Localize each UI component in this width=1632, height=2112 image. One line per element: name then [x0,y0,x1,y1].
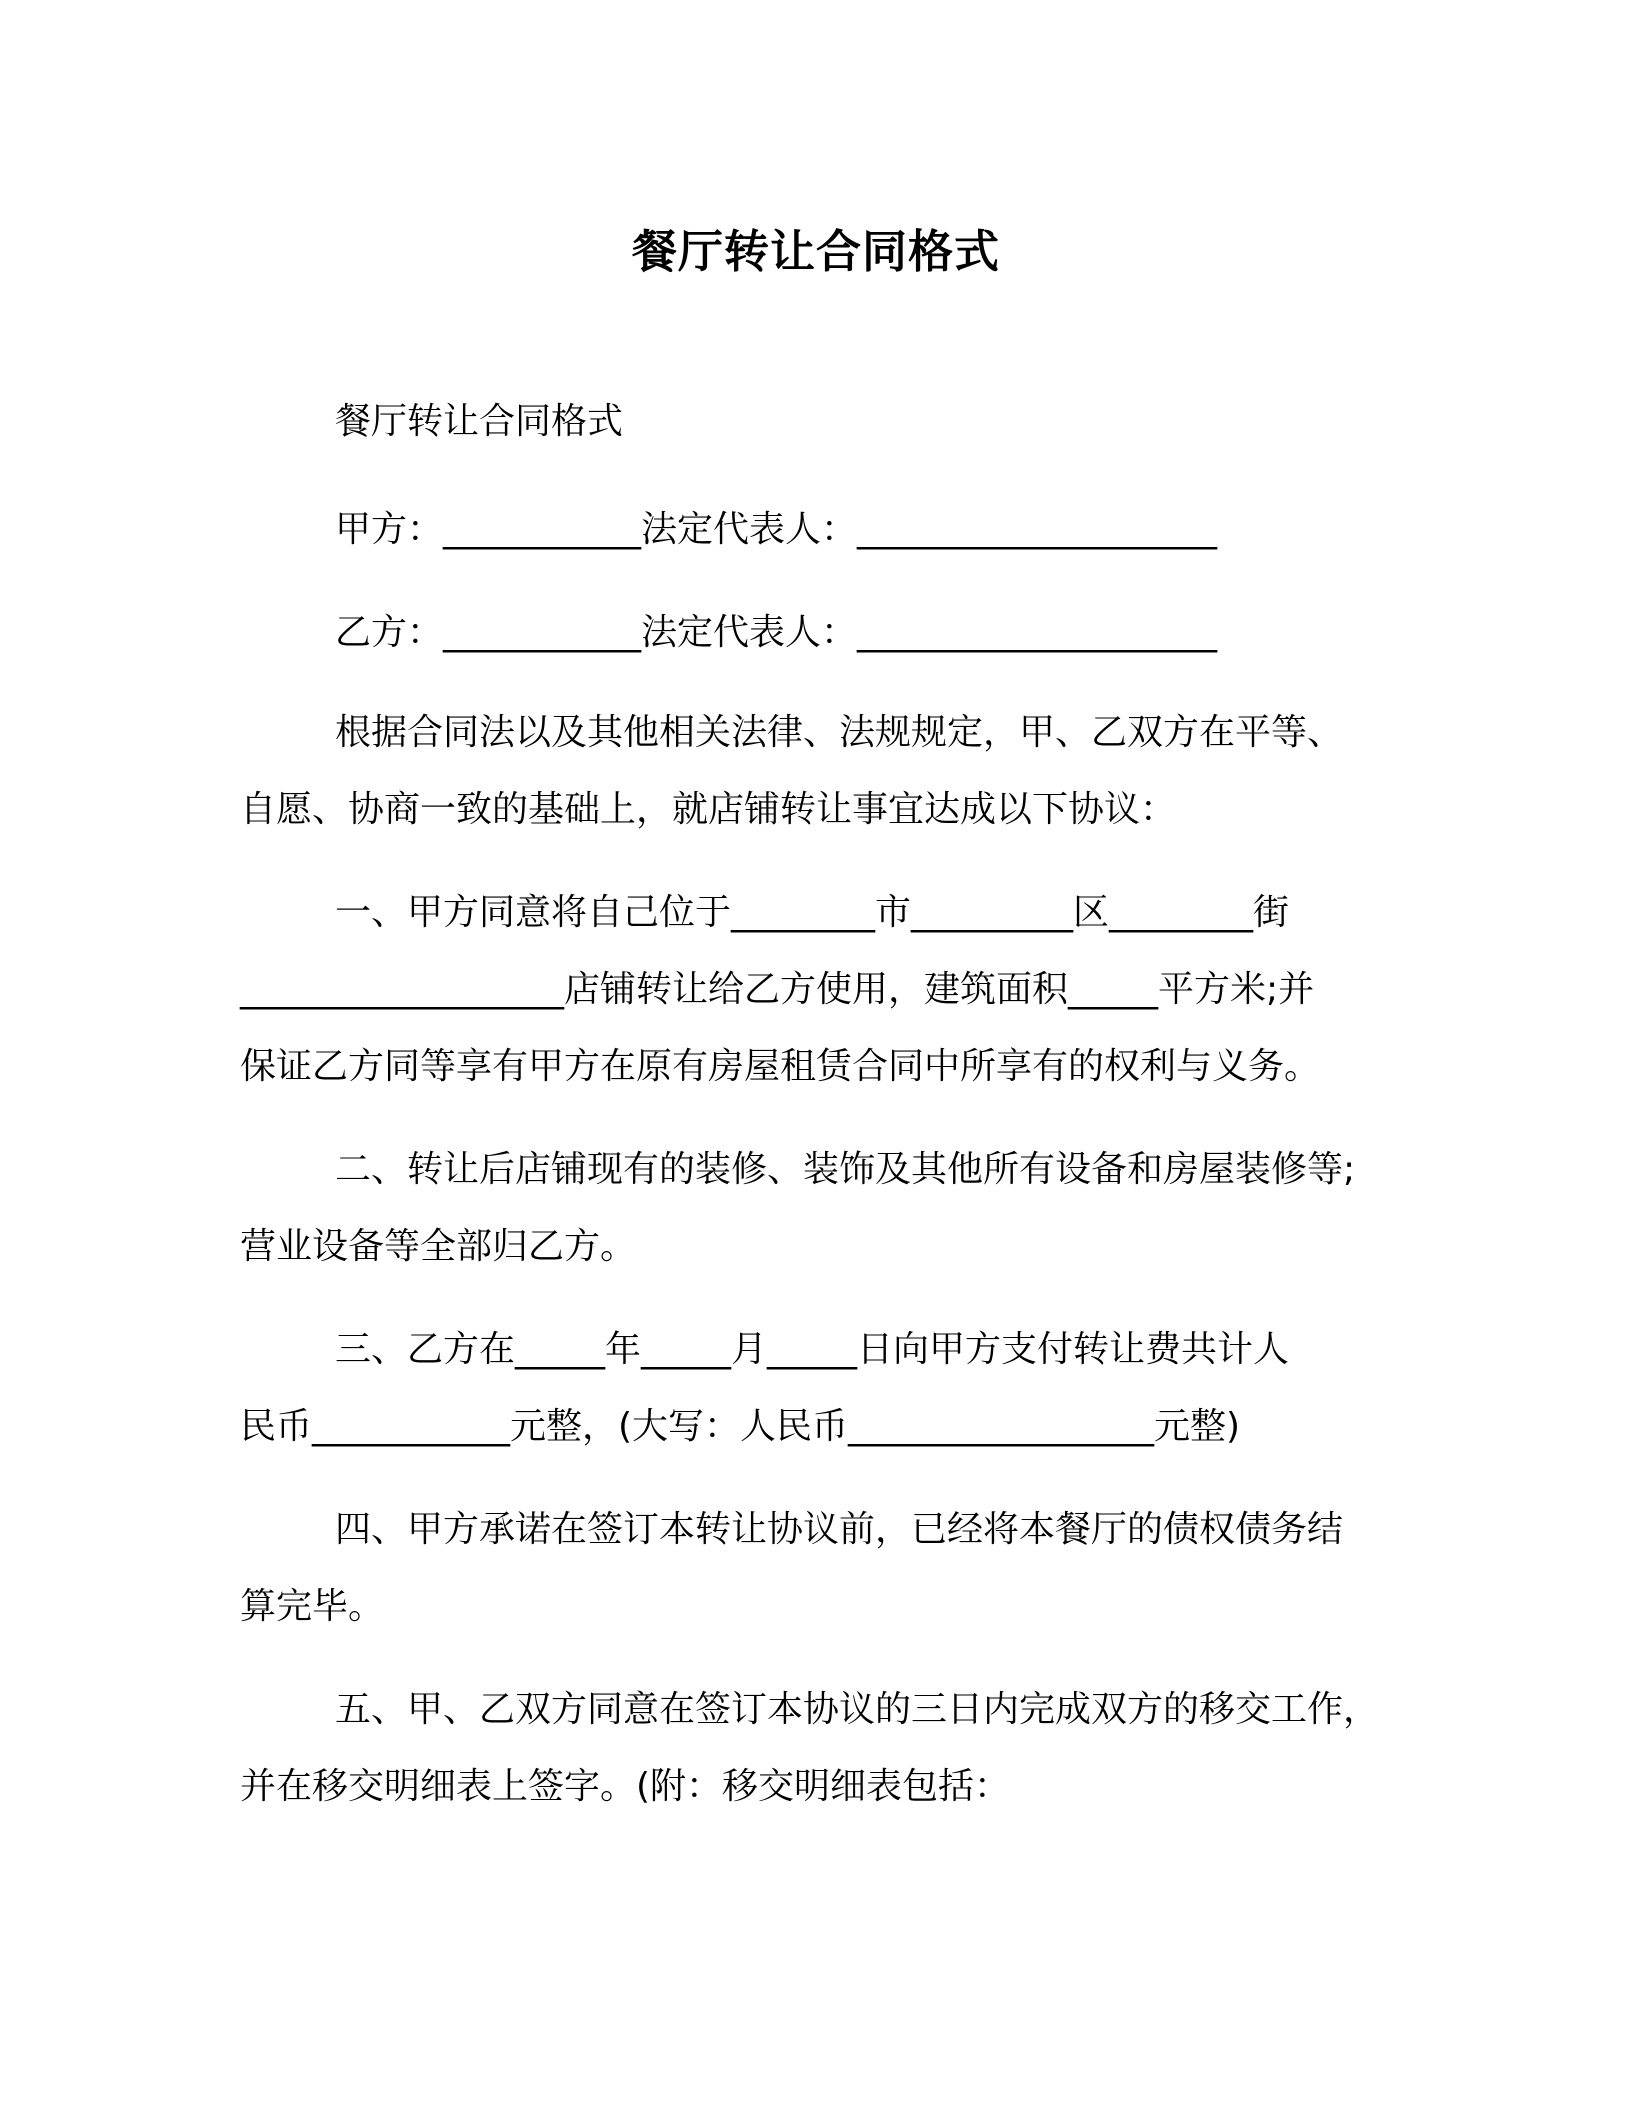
clause-5-line-2: 并在移交明细表上签字。(附：移交明细表包括： [240,1766,1011,1807]
clause-2-line-2: 营业设备等全部归乙方。 [240,1226,637,1267]
clause-5-line-1: 五、甲、乙双方同意在签订本协议的三日内完成双方的移交工作， [335,1689,1380,1730]
clause-2-line-1: 二、转让后店铺现有的装修、装饰及其他所有设备和房屋装修等; [335,1149,1356,1190]
clause-3-line-2: 民币___________元整，(大写：人民币_________________元整) [240,1406,1241,1447]
clause-3-line-1: 三、乙方在_____年_____月_____日向甲方支付转让费共计人 [335,1329,1290,1370]
clause-1-line-1: 一、甲方同意将自己位于________市_________区________街 [335,892,1290,933]
clause-4-line-2: 算完毕。 [240,1586,385,1627]
preamble-line-1: 根据合同法以及其他相关法律、法规规定，甲、乙双方在平等、 [335,712,1344,753]
clause-1-line-2: __________________店铺转让给乙方使用，建筑面积_____平方米;并 [240,969,1315,1010]
subtitle-line: 餐厅转让合同格式 [335,401,624,442]
document-title: 餐厅转让合同格式 [631,225,1000,278]
preamble-line-2: 自愿、协商一致的基础上，就店铺转让事宜达成以下协议： [240,789,1177,830]
clause-1-line-3: 保证乙方同等享有甲方在原有房屋租赁合同中所享有的权利与义务。 [240,1046,1321,1087]
party-b-line: 乙方：___________法定代表人：____________________ [335,612,1218,653]
party-a-line: 甲方：___________法定代表人：____________________ [335,509,1218,550]
clause-4-line-1: 四、甲方承诺在签订本转让协议前，已经将本餐厅的债权债务结 [335,1509,1344,1550]
